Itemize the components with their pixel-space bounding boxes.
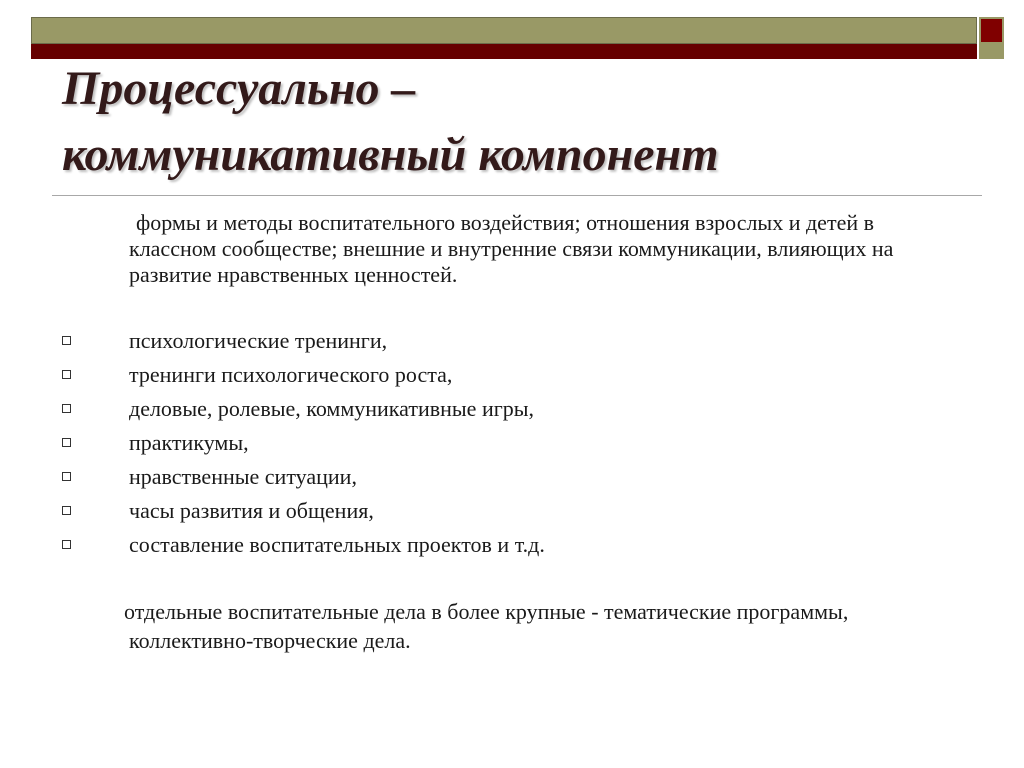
list-item-text: деловые, ролевые, коммуникативные игры, (129, 396, 535, 421)
list-item (62, 494, 962, 528)
square-bullet-icon (62, 472, 71, 481)
slide-title-line-1: Процессуально – (62, 62, 416, 115)
list-item-text: часы развития и общения, (129, 498, 374, 523)
closing-paragraph: отдельные воспитательные дела в более крупные - тематические программы, коллективно-творческие дела. (124, 599, 849, 653)
intro-paragraph: формы и методы воспитательного воздействия; отношения взрослых и детей в классном сообществе; внешние и внутренние связи коммуникации, влияющих на развитие нравственных ценностей. (129, 210, 894, 287)
square-bullet-icon (62, 370, 71, 379)
list-item (62, 324, 962, 358)
square-bullet-icon (62, 540, 71, 549)
list-item-text: тренинги психологического роста, (129, 362, 453, 387)
bullet-list (62, 324, 962, 562)
list-item (62, 426, 962, 460)
corner-square-bottom (979, 44, 1004, 59)
list-item-text: составление воспитательных проектов и т.д. (129, 532, 545, 557)
list-item-text: психологические тренинги, (129, 328, 388, 353)
title-divider (52, 195, 982, 196)
list-item-text: нравственные ситуации, (129, 464, 357, 489)
header-olive-bar (31, 17, 977, 44)
list-item (62, 392, 962, 426)
slide-title (62, 56, 962, 188)
list-item (62, 358, 962, 392)
square-bullet-icon (62, 336, 71, 345)
square-bullet-icon (62, 404, 71, 413)
list-item (62, 528, 962, 562)
square-bullet-icon (62, 506, 71, 515)
list-item (62, 460, 962, 494)
slide-title-line-2: коммуникативный компонент (62, 128, 719, 181)
corner-square-top (979, 17, 1004, 44)
list-item-text: практикумы, (129, 430, 249, 455)
square-bullet-icon (62, 438, 71, 447)
